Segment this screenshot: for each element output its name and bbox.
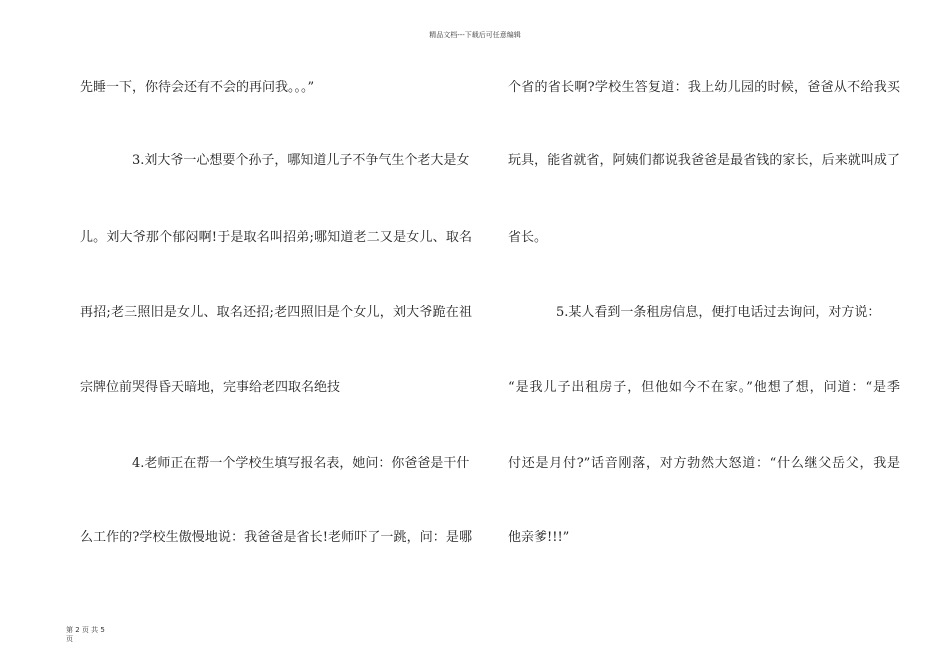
left-line-4: 再招;老三照旧是女儿、取名还招;老四照旧是个女儿，刘大爷跪在祖	[80, 305, 472, 320]
left-line-2: 3.刘大爷一心想要个孙子，哪知道儿子不争气生个老大是女	[132, 153, 470, 168]
left-line-3: 儿。刘大爷那个郁闷啊!于是取名叫招弟;哪知道老二又是女儿、取名	[80, 230, 472, 245]
left-line-5: 宗牌位前哭得昏天暗地，完事给老四取名绝技	[80, 380, 341, 395]
right-line-7: 他亲爹!!!”	[508, 530, 570, 545]
page-header: 精品文档---下载后可任意编辑	[429, 31, 521, 39]
right-line-6: 付还是月付?”话音刚落，对方勃然大怒道：“什么继父岳父，我是	[508, 456, 900, 471]
right-line-3: 省长。	[508, 230, 548, 245]
page-number-footer	[66, 626, 105, 644]
right-line-5: “是我儿子出租房子，但他如今不在家。”他想了想，问道：“是季	[508, 380, 900, 395]
left-column	[80, 0, 472, 672]
left-line-7: 么工作的?学校生傲慢地说：我爸爸是省长!老师吓了一跳，问：是哪	[80, 530, 472, 545]
right-line-4: 5.某人看到一条租房信息，便打电话过去询问，对方说：	[556, 305, 881, 320]
right-line-2: 玩具，能省就省，阿姨们都说我爸爸是最省钱的家长，后来就叫成了	[508, 153, 900, 168]
right-line-1: 个省的省长啊?学校生答复道：我上幼儿园的时候，爸爸从不给我买	[508, 80, 900, 95]
right-column	[508, 0, 900, 672]
left-line-6: 4.老师正在帮一个学校生填写报名表，她问：你爸爸是干什	[132, 456, 470, 471]
page-number-line-1: 第 2 页 共 5	[66, 626, 105, 634]
page-number-line-2: 页	[66, 635, 73, 643]
left-line-1: 先睡一下，你待会还有不会的再问我。。。”	[80, 80, 315, 95]
